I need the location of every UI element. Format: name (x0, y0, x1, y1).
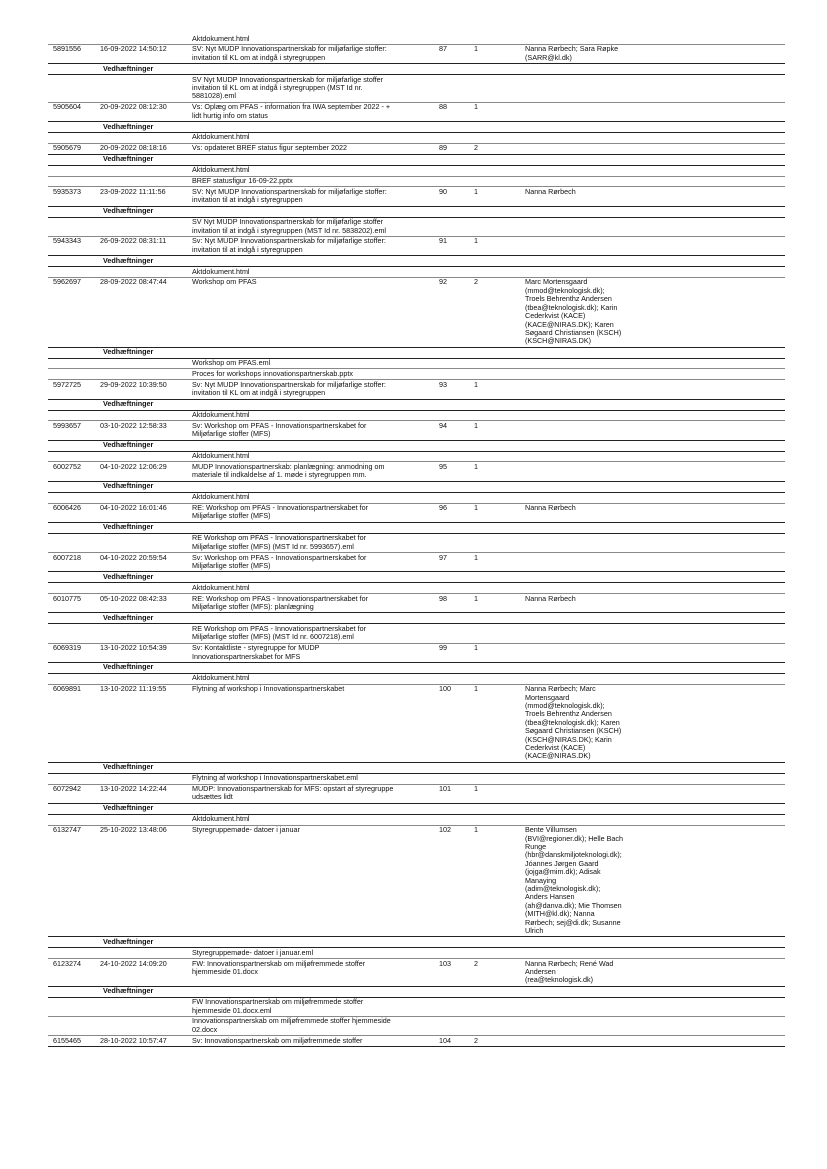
case-document-table (48, 34, 785, 1047)
document-number: 90 (439, 186, 447, 196)
attachment-row (48, 177, 785, 188)
document-row (48, 380, 785, 399)
attachments-header-row (48, 523, 785, 534)
attachment-row (48, 369, 785, 380)
attachments-label: Vedhæftninger (103, 121, 154, 131)
document-subject: Sv: Nyt MUDP Innovationspartnerskab for miljøfarlige stoffer: invitation til at indgå i styregruppen (192, 236, 386, 254)
document-subject: RE: Workshop om PFAS - Innovationspartnerskabet for Miljøfarlige stoffer (MFS): planlægning (192, 593, 369, 612)
document-date: 13-10-2022 11:19:55 (100, 684, 167, 694)
document-row (48, 278, 785, 348)
attachment-row (48, 534, 785, 553)
document-subject: Sv: Workshop om PFAS - Innovationspartnerskabet for Miljøfarlige stoffer (MFS) (192, 552, 367, 570)
attachment-count: 2 (474, 277, 478, 287)
document-id: 6069319 (53, 643, 81, 653)
attachments-label: Vedhæftninger (103, 662, 154, 672)
attachment-row (48, 452, 785, 463)
attachments-header-row (48, 256, 785, 267)
attachment-count: 1 (474, 420, 478, 430)
attachment-filename: Aktdokument.html (192, 582, 250, 592)
document-recipients: Nanna Rørbech; Sara Røpke (SARR@kl.dk) (525, 44, 619, 62)
attachment-row (48, 948, 785, 959)
document-recipients: Nanna Rørbech (525, 186, 576, 196)
document-number: 94 (439, 420, 447, 430)
document-recipients: Nanna Rørbech (525, 593, 576, 603)
attachment-filename: Aktdokument.html (192, 673, 250, 683)
document-number: 103 (439, 958, 451, 968)
document-row (48, 144, 785, 155)
attachment-count: 2 (474, 143, 478, 153)
document-row (48, 685, 785, 763)
document-date: 25-10-2022 13:48:06 (100, 825, 167, 835)
attachments-label: Vedhæftninger (103, 612, 154, 622)
attachments-header-row (48, 155, 785, 166)
document-row (48, 187, 785, 206)
document-number: 95 (439, 461, 447, 471)
attachment-count: 1 (474, 236, 478, 246)
document-id: 5993657 (53, 420, 81, 430)
attachment-row (48, 34, 785, 45)
attachments-header-row (48, 441, 785, 452)
attachments-header-row (48, 64, 785, 75)
attachment-filename: SV Nyt MUDP Innovationspartnerskab for miljøfarlige stoffer invitation til KL om at indgå i styregruppen (MST Id nr. 5881028).eml (192, 74, 384, 101)
attachment-count: 1 (474, 503, 478, 513)
document-date: 03-10-2022 12:58:33 (100, 420, 167, 430)
attachment-filename: Aktdokument.html (192, 492, 250, 502)
attachments-label: Vedhæftninger (103, 936, 154, 946)
attachment-count: 1 (474, 44, 478, 54)
attachment-filename: Workshop om PFAS.eml (192, 358, 271, 368)
attachments-header-row (48, 572, 785, 583)
attachment-row (48, 774, 785, 785)
attachments-label: Vedhæftninger (103, 762, 154, 772)
document-number: 93 (439, 379, 447, 389)
attachments-header-row (48, 804, 785, 815)
document-recipients: Nanna Rørbech; Marc Mortensgaard (mmod@teknologisk.dk); Troels Behrenthz Andersen (tbea@teknologisk.dk); Karen Søgaard Christiansen (KSCH) (KSCH@NIRAS.DK); Karin Cederkvist (KACE) (KACE@NIRAS.DK) (525, 684, 622, 761)
document-date: 13-10-2022 14:22:44 (100, 784, 167, 794)
attachments-header-row (48, 482, 785, 493)
attachment-count: 1 (474, 825, 478, 835)
attachment-filename: Aktdokument.html (192, 33, 250, 43)
attachment-count: 1 (474, 102, 478, 112)
attachments-label: Vedhæftninger (103, 399, 154, 409)
attachments-label: Vedhæftninger (103, 440, 154, 450)
attachment-count: 2 (474, 958, 478, 968)
attachments-label: Vedhæftninger (103, 571, 154, 581)
document-subject: SV: Nyt MUDP Innovationspartnerskab for miljøfarlige stoffer: invitation til at indgå i styregruppen (192, 186, 387, 205)
attachment-row (48, 1017, 785, 1036)
attachment-filename: Aktdokument.html (192, 165, 250, 175)
attachments-header-row (48, 763, 785, 774)
document-id: 6002752 (53, 461, 81, 471)
attachment-row (48, 674, 785, 685)
attachments-header-row (48, 207, 785, 218)
document-number: 97 (439, 552, 447, 562)
attachments-label: Vedhæftninger (103, 481, 154, 491)
attachments-label: Vedhæftninger (103, 803, 154, 813)
document-number: 98 (439, 593, 447, 603)
attachment-count: 1 (474, 643, 478, 653)
document-row (48, 826, 785, 938)
document-subject: Sv: Kontaktliste - styregruppe for MUDP Innovationspartnerskabet for MFS (192, 643, 320, 661)
document-date: 29-09-2022 10:39:50 (100, 379, 167, 389)
document-id: 5891556 (53, 44, 81, 54)
attachment-row (48, 998, 785, 1017)
attachments-header-row (48, 348, 785, 359)
attachments-header-row (48, 400, 785, 411)
document-number: 87 (439, 44, 447, 54)
attachment-count: 1 (474, 552, 478, 562)
document-id: 6069891 (53, 684, 81, 694)
attachments-header-row (48, 613, 785, 624)
attachments-label: Vedhæftninger (103, 206, 154, 216)
document-id: 6007218 (53, 552, 81, 562)
attachment-filename: Aktdokument.html (192, 132, 250, 142)
document-id: 6006426 (53, 503, 81, 513)
document-row (48, 462, 785, 481)
document-date: 04-10-2022 20:59:54 (100, 552, 167, 562)
attachment-filename: Proces for workshops innovationspartnerskab.pptx (192, 368, 354, 378)
attachment-filename: Innovationspartnerskab om miljøfremmede stoffer hjemmeside 02.docx (192, 1016, 391, 1034)
document-number: 88 (439, 102, 447, 112)
document-date: 23-09-2022 11:11:56 (100, 186, 166, 196)
attachments-header-row (48, 987, 785, 998)
document-subject: Sv: Nyt MUDP Innovationspartnerskab for miljøfarlige stoffer: invitation til KL om at indgå i styregruppen (192, 379, 386, 398)
document-id: 5935373 (53, 186, 81, 196)
attachments-header-row (48, 663, 785, 674)
attachment-count: 1 (474, 784, 478, 794)
attachment-filename: Styregruppemøde- datoer i januar.eml (192, 947, 314, 957)
document-number: 92 (439, 277, 447, 287)
attachment-count: 1 (474, 461, 478, 471)
attachment-count: 1 (474, 186, 478, 196)
document-subject: Sv: Innovationspartnerskab om miljøfremmede stoffer (192, 1035, 363, 1045)
attachment-filename: Flytning af workshop i Innovationspartnerskabet.eml (192, 773, 358, 783)
attachment-filename: SV Nyt MUDP Innovationspartnerskab for miljøfarlige stoffer invitation til at indgå i styregruppen (MST Id nr. 5838202).eml (192, 217, 387, 235)
attachment-row (48, 583, 785, 594)
document-subject: Sv: Workshop om PFAS - Innovationspartnerskabet for Miljøfarlige stoffer (MFS) (192, 420, 367, 439)
document-subject: Workshop om PFAS (192, 277, 257, 287)
attachment-filename: Aktdokument.html (192, 410, 250, 420)
attachment-filename: Aktdokument.html (192, 814, 250, 824)
attachment-filename: BREF statusfigur 16-09-22.pptx (192, 176, 293, 186)
document-recipients: Bente Villumsen (BVI@regioner.dk); Helle Bach Runge (hbr@danskmiljoteknologi.dk); Jóannes Jørgen Gaard (jojga@mim.dk); Adisak Manaying (adim@teknologisk.dk); Anders Hansen (ah@danva.dk); Mie Thomsen (MITH@kl.dk); Nanna Rørbech; sej@di.dk; Susanne Ulrich (525, 825, 623, 936)
document-date: 20-09-2022 08:18:16 (100, 143, 167, 153)
document-date: 16-09-2022 14:50:12 (100, 44, 167, 54)
attachment-row (48, 133, 785, 144)
attachment-filename: Aktdokument.html (192, 451, 250, 461)
document-id: 5972725 (53, 379, 81, 389)
document-date: 04-10-2022 12:06:29 (100, 461, 167, 471)
document-id: 5905604 (53, 102, 81, 112)
document-subject: FW: Innovationspartnerskab om miljøfremmede stoffer hjemmeside 01.docx (192, 958, 366, 977)
document-subject: Flytning af workshop i Innovationspartnerskabet (192, 684, 345, 694)
document-row (48, 237, 785, 256)
document-id: 5943343 (53, 236, 81, 246)
document-date: 05-10-2022 08:42:33 (100, 593, 167, 603)
document-row (48, 785, 785, 804)
document-subject: SV: Nyt MUDP Innovationspartnerskab for miljøfarlige stoffer: invitation til KL om at indgå i styregruppen (192, 44, 387, 62)
attachments-label: Vedhæftninger (103, 255, 154, 265)
document-id: 6010775 (53, 593, 81, 603)
attachment-row (48, 624, 785, 643)
attachments-label: Vedhæftninger (103, 986, 154, 996)
document-id: 6123274 (53, 958, 81, 968)
document-date: 28-10-2022 10:57:47 (100, 1035, 167, 1045)
attachment-filename: RE Workshop om PFAS - Innovationspartnerskabet for Miljøfarlige stoffer (MFS) (MST Id nr. 6007218).eml (192, 623, 367, 642)
document-number: 91 (439, 236, 447, 246)
document-subject: RE: Workshop om PFAS - Innovationspartnerskabet for Miljøfarlige stoffer (MFS) (192, 503, 369, 521)
document-recipients: Nanna Rørbech; René Wad Andersen (rea@teknologisk.dk) (525, 958, 614, 985)
document-subject: Vs: Oplæg om PFAS - information fra IWA september 2022 - + lidt hurtig info om status (192, 102, 391, 120)
attachments-label: Vedhæftninger (103, 154, 154, 164)
document-recipients: Nanna Rørbech (525, 503, 576, 513)
document-row (48, 45, 785, 64)
document-number: 100 (439, 684, 451, 694)
attachment-count: 1 (474, 684, 478, 694)
document-number: 96 (439, 503, 447, 513)
attachment-row (48, 411, 785, 422)
document-date: 20-09-2022 08:12:30 (100, 102, 167, 112)
document-number: 89 (439, 143, 447, 153)
attachments-label: Vedhæftninger (103, 63, 154, 73)
attachments-label: Vedhæftninger (103, 347, 154, 357)
document-subject: Vs: opdateret BREF status figur september 2022 (192, 143, 348, 153)
document-date: 13-10-2022 10:54:39 (100, 643, 167, 653)
attachment-row (48, 815, 785, 826)
document-row (48, 1036, 785, 1047)
document-subject: MUDP: Innovationspartnerskab for MFS: opstart af styregruppe udsættes lidt (192, 784, 394, 802)
document-date: 26-09-2022 08:31:11 (100, 236, 167, 246)
document-subject: Styregruppemøde- datoer i januar (192, 825, 300, 835)
document-number: 99 (439, 643, 447, 653)
document-id: 6132747 (53, 825, 81, 835)
attachment-row (48, 218, 785, 237)
document-row (48, 644, 785, 663)
attachment-row (48, 75, 785, 103)
attachment-count: 1 (474, 379, 478, 389)
document-date: 28-09-2022 08:47:44 (100, 277, 167, 287)
document-id: 5905679 (53, 143, 81, 153)
attachments-header-row (48, 937, 785, 948)
document-date: 04-10-2022 16:01:46 (100, 503, 167, 513)
attachment-row (48, 166, 785, 177)
attachment-filename: FW Innovationspartnerskab om miljøfremmede stoffer hjemmeside 01.docx.eml (192, 997, 364, 1015)
attachments-header-row (48, 122, 785, 133)
document-row (48, 594, 785, 613)
document-date: 24-10-2022 14:09:20 (100, 958, 167, 968)
document-row (48, 959, 785, 987)
document-subject: MUDP Innovationspartnerskab: planlægning: anmodning om materiale til indkaldelse af 1. møde i styregruppen mm. (192, 461, 385, 480)
attachment-row (48, 267, 785, 278)
document-row (48, 103, 785, 122)
document-row (48, 421, 785, 440)
document-row (48, 553, 785, 572)
document-id: 5962697 (53, 277, 81, 287)
document-id: 6155465 (53, 1035, 81, 1045)
document-id: 6072942 (53, 784, 81, 794)
attachment-row (48, 359, 785, 370)
attachment-filename: RE Workshop om PFAS - Innovationspartnerskabet for Miljøfarlige stoffer (MFS) (MST Id nr. 5993657).eml (192, 533, 367, 551)
document-number: 101 (439, 784, 451, 794)
attachments-label: Vedhæftninger (103, 522, 154, 532)
attachment-filename: Aktdokument.html (192, 266, 250, 276)
document-recipients: Marc Mortensgaard (mmod@teknologisk.dk); Troels Behrenthz Andersen (tbea@teknologisk.dk); Karin Cederkvist (KACE) (KACE@NIRAS.DK); Karen Søgaard Christiansen (KSCH) (KSCH@NIRAS.DK) (525, 277, 622, 346)
document-row (48, 504, 785, 523)
document-number: 104 (439, 1035, 451, 1045)
attachment-count: 1 (474, 593, 478, 603)
attachment-count: 2 (474, 1035, 478, 1045)
document-number: 102 (439, 825, 451, 835)
attachment-row (48, 493, 785, 504)
